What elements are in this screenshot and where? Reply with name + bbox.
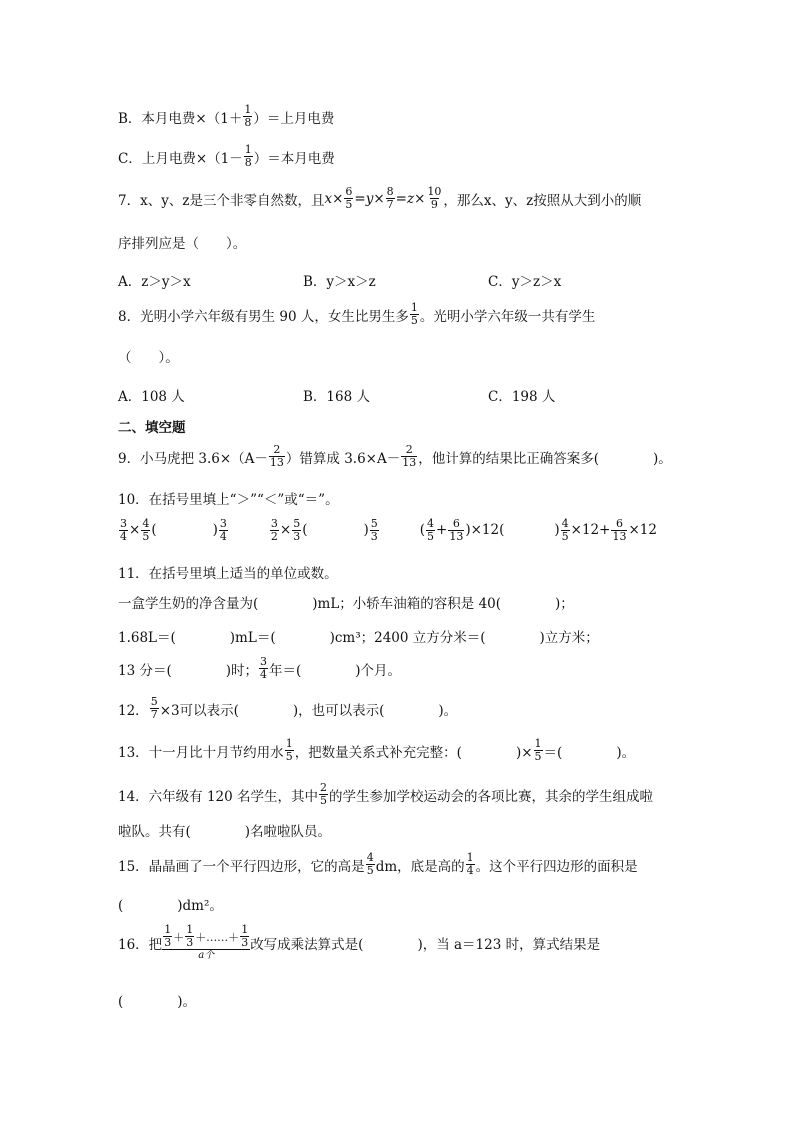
repeated-sum: $\frac{1}{3}$ ＋ $\frac{1}{3}$ ＋……＋ $\frac{1}{3}$ a个 <box>164 923 249 961</box>
q8-option-c: C．198 人 <box>488 389 556 405</box>
question-7: 7．x、y、z是三个非零自然数，且 x × $\frac{6}{5}$ = y × $\frac{8}{7}$ = z × $\frac{10}{9}$ ，那么x、y、z按照从大到小的顺 <box>118 185 642 211</box>
q11-line-3: 13 分＝( )时； $\frac{3}{4}$ 年＝( )个月。 <box>118 655 402 681</box>
question-8-cont: （ ）。 <box>118 350 179 366</box>
question-15: 15．晶晶画了一个平行四边形，它的高是 $\frac{4}{5}$ dm，底是高的 $\frac{1}{4}$ 。这个平行四边形的面积是 <box>118 851 638 877</box>
question-11: 11．在括号里填上适当的单位或数。 <box>118 566 338 582</box>
question-16-cont: ( )。 <box>118 994 197 1010</box>
q6-option-b: B．本月电费×（1＋ $\frac{1}{8}$ ）＝上月电费 <box>118 103 335 129</box>
q7-option-a: A．z＞y＞x <box>118 274 191 290</box>
question-12: 12． $\frac{5}{7}$ ×3可以表示( )，也可以表示( )。 <box>118 695 458 721</box>
question-14-cont: 啦队。共有( )名啦啦队员。 <box>118 824 332 840</box>
question-10: 10．在括号里填上“＞”“＜”或“＝”。 <box>118 492 339 508</box>
q7-option-c: C．y＞z＞x <box>488 274 562 290</box>
fraction: $\frac{1}{8}$ <box>244 143 252 169</box>
question-7-cont: 序排列应是（ ）。 <box>118 236 247 252</box>
q10-expr-1: $\frac{3}{4}$ × $\frac{4}{5}$ ( ) $\frac{3}{4}$ <box>120 517 227 543</box>
section-heading: 二、填空题 <box>118 420 186 436</box>
question-15-cont: ( )dm²。 <box>118 898 223 914</box>
fraction: $\frac{1}{8}$ <box>244 103 252 129</box>
question-13: 13．十一月比十月节约用水 $\frac{1}{5}$ ，把数量关系式补充完整：( )× $\frac{1}{5}$ ＝( )。 <box>118 737 636 763</box>
q7-option-b: B．y＞x＞z <box>303 274 376 290</box>
q6-option-c: C．上月电费×（1－ $\frac{1}{8}$ ）＝本月电费 <box>118 143 335 169</box>
q10-expr-2: $\frac{3}{2}$ × $\frac{5}{3}$ ( ) $\frac{5}{3}$ <box>270 517 378 543</box>
q11-line-1: 一盒学生奶的净含量为( )mL；小轿车油箱的容积是 40( )； <box>118 596 574 612</box>
question-16: 16．把 $\frac{1}{3}$ ＋ $\frac{1}{3}$ ＋……＋ $\frac{1}{3}$ a个 改写成乘法算式是( )，当 a＝123 时，算式结果是 <box>118 923 601 961</box>
q11-line-2: 1.68L＝( )mL＝( )cm³；2400 立方分米＝( )立方米； <box>118 630 599 646</box>
question-8: 8．光明小学六年级有男生 90 人，女生比男生多 $\frac{1}{5}$ 。光明小学六年级一共有学生 <box>118 301 596 327</box>
question-14: 14．六年级有 120 名学生，其中 $\frac{2}{5}$ 的学生参加学校运动会的各项比赛，其余的学生组成啦 <box>118 781 654 807</box>
q10-expr-3: ( $\frac{4}{5}$ + $\frac{6}{13}$ )×12( ) $\frac{4}{5}$ ×12+ $\frac{6}{13}$ ×12 <box>419 517 657 543</box>
q8-option-a: A．108 人 <box>118 389 185 405</box>
question-9: 9．小马虎把 3.6×（A－ $\frac{2}{13}$ ）错算成 3.6×A－ $\frac{2}{13}$ ，他计算的结果比正确答案多( )。 <box>118 443 672 469</box>
q10-expressions <box>118 518 657 543</box>
q8-option-b: B．168 人 <box>303 389 370 405</box>
